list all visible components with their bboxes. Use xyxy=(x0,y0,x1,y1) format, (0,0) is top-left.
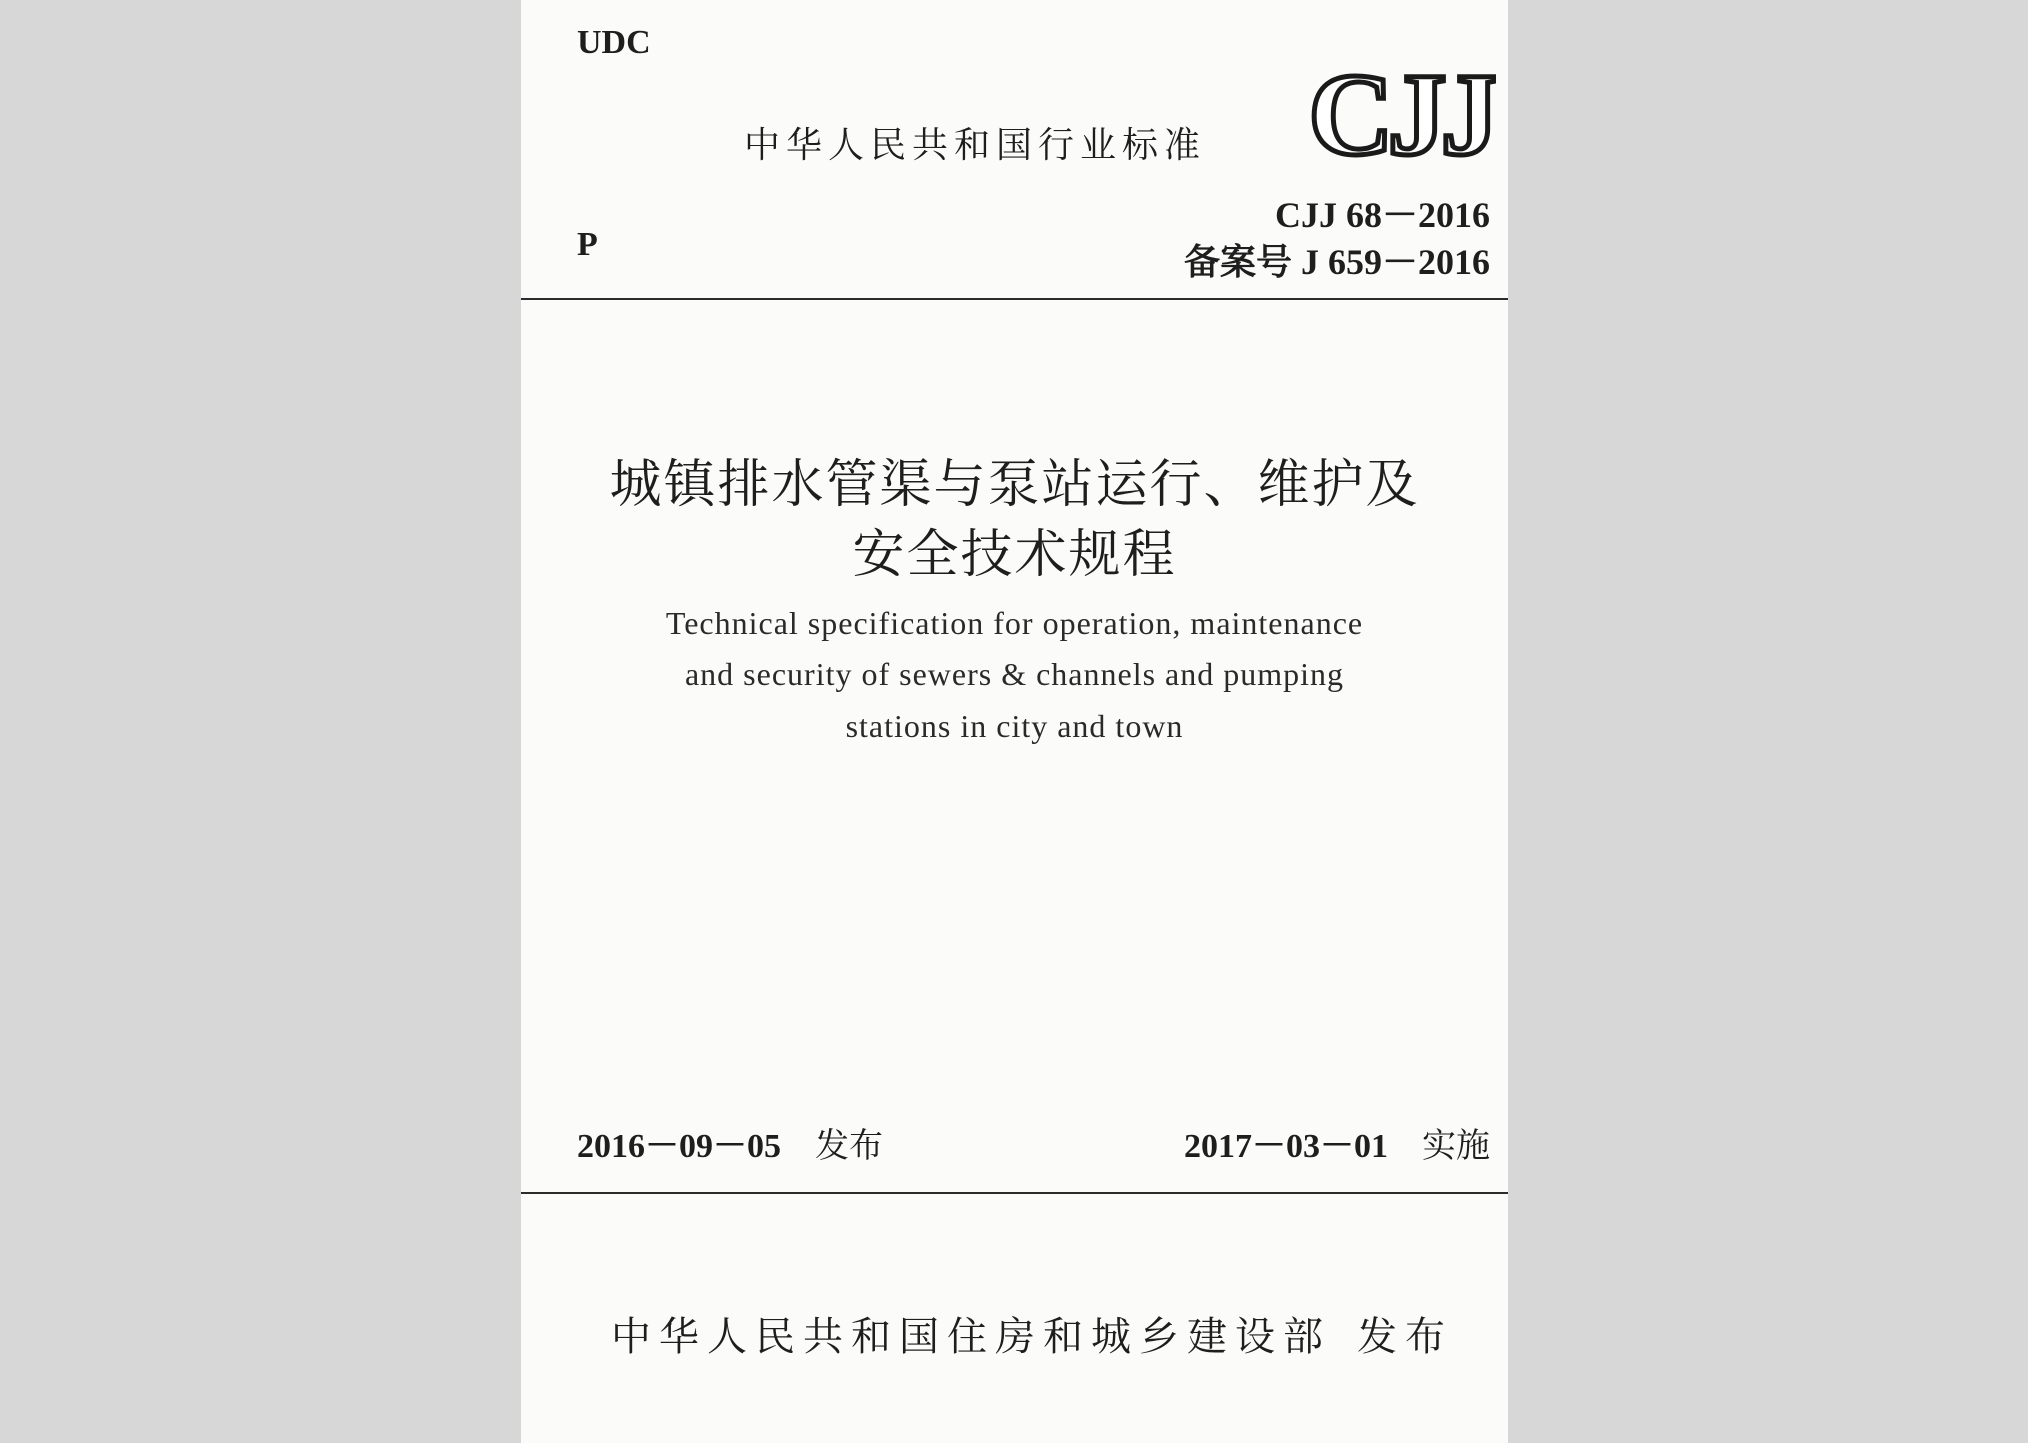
record-number: 备案号 J 659－2016 xyxy=(1183,242,1490,282)
udc-label: UDC xyxy=(577,24,651,61)
cjj-logo xyxy=(1306,62,1496,164)
document-cover xyxy=(521,0,1508,1443)
issue-date-row xyxy=(577,1118,883,1167)
title-cn-line1: 城镇排水管渠与泵站运行、维护及 xyxy=(609,455,1420,515)
cjj-logo-text: CJJ xyxy=(1308,62,1494,164)
classification-code: P xyxy=(577,226,598,263)
standard-code: CJJ 68－2016 xyxy=(1275,195,1490,235)
publisher-name: 中华人民共和国住房和城乡建设部 xyxy=(611,1314,1331,1360)
bottom-divider xyxy=(521,1192,1508,1194)
publisher-action: 发布 xyxy=(1357,1314,1453,1360)
top-divider xyxy=(521,298,1508,300)
title-en-line3: stations in city and town xyxy=(845,708,1184,744)
standard-category: 中华人民共和国行业标准 xyxy=(744,125,1207,166)
effective-date: 2017－03－01 xyxy=(1184,1128,1388,1165)
title-en-line2: and security of sewers & channels and pumping xyxy=(684,656,1345,692)
title-en-line1: Technical specification for operation, maintenance xyxy=(665,605,1364,641)
effective-label: 实施 xyxy=(1422,1126,1490,1166)
effective-date-row xyxy=(1184,1118,1490,1167)
issue-label: 发布 xyxy=(815,1126,883,1166)
title-cn-line2: 安全技术规程 xyxy=(852,525,1177,585)
issue-date: 2016－09－05 xyxy=(577,1128,781,1165)
